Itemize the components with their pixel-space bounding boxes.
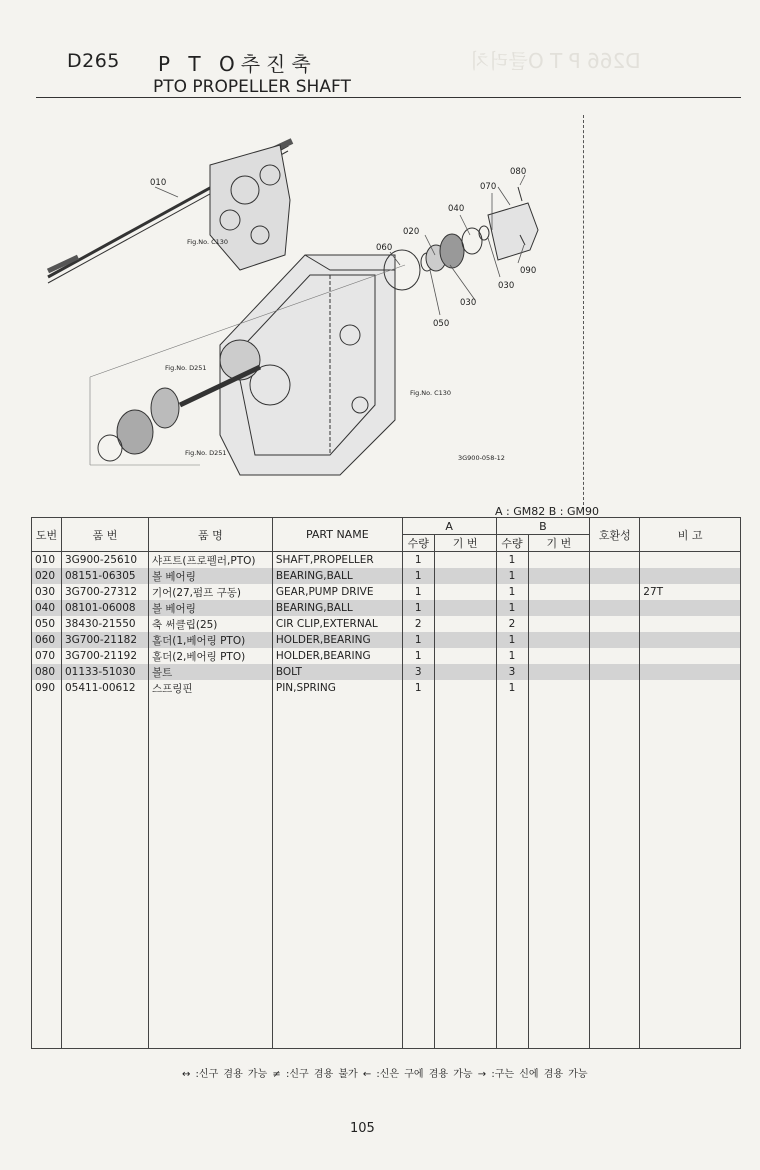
cell-part-name-ko: 홀더(1,베어링 PTO) [148, 632, 272, 648]
cover-plate-drawing [210, 145, 290, 270]
cell-part-no: 3G900-25610 [61, 552, 148, 569]
callout-label: 080 [510, 167, 527, 177]
cell-interchange [590, 648, 640, 664]
compatibility-footnote: ↔ :신구 겸용 가능 ≠ :신구 겸용 불가 ← :신은 구에 겸용 가능 → :구는 신에 겸용 가능 [182, 1069, 588, 1080]
cell-serial-a [434, 552, 496, 569]
cell-remarks [640, 616, 741, 632]
cell-qty-b: 1 [496, 552, 528, 569]
blank-cell [32, 696, 62, 1049]
cell-interchange [590, 632, 640, 648]
cell-interchange [590, 568, 640, 584]
cell-interchange [590, 680, 640, 696]
cell-qty-a: 1 [402, 632, 434, 648]
cell-serial-a [434, 584, 496, 600]
cell-part-name-ko: 샤프트(프로펠러,PTO) [148, 552, 272, 569]
cell-interchange [590, 552, 640, 569]
blank-cell [434, 696, 496, 1049]
cell-remarks [640, 552, 741, 569]
page-number: 105 [350, 1121, 375, 1136]
cell-part-name: PIN,SPRING [272, 680, 402, 696]
cell-part-no: 38430-21550 [61, 616, 148, 632]
cell-remarks [640, 568, 741, 584]
cell-qty-a: 1 [402, 568, 434, 584]
cell-part-no: 08151-06305 [61, 568, 148, 584]
cell-qty-b: 1 [496, 648, 528, 664]
bleed-through-text: D266 P T O클러치 [470, 49, 641, 73]
cell-no: 070 [32, 648, 62, 664]
header-interchange: 호환성 [590, 518, 640, 552]
cell-qty-a: 2 [402, 616, 434, 632]
cell-qty-a: 3 [402, 664, 434, 680]
exploded-parts-diagram [30, 105, 590, 500]
blank-cell [640, 696, 741, 1049]
cell-remarks [640, 680, 741, 696]
cell-qty-a: 1 [402, 600, 434, 616]
cell-qty-b: 3 [496, 664, 528, 680]
cell-part-name: CIR CLIP,EXTERNAL [272, 616, 402, 632]
table-row [32, 584, 741, 600]
callout-label: 040 [448, 204, 465, 214]
cell-remarks: 27T [640, 584, 741, 600]
cell-serial-a [434, 632, 496, 648]
page-title-english: PTO PROPELLER SHAFT [153, 77, 351, 97]
cell-part-name: BEARING,BALL [272, 600, 402, 616]
cell-serial-a [434, 616, 496, 632]
header-serial-b: 기 번 [528, 535, 590, 552]
header-part-no: 품 번 [61, 518, 148, 552]
cell-part-name-ko: 기어(27,펌프 구동) [148, 584, 272, 600]
header-qty-a: 수량 [402, 535, 434, 552]
cell-serial-b [528, 584, 590, 600]
blank-cell [148, 696, 272, 1049]
cell-remarks [640, 648, 741, 664]
header-serial-a: 기 번 [434, 535, 496, 552]
header-group-a: A [402, 518, 496, 535]
cell-serial-a [434, 568, 496, 584]
cell-part-no: 3G700-27312 [61, 584, 148, 600]
cell-interchange [590, 584, 640, 600]
figure-reference: Fig.No. D251 [185, 449, 227, 457]
cell-qty-b: 1 [496, 584, 528, 600]
blank-cell [528, 696, 590, 1049]
cell-part-no: 3G700-21182 [61, 632, 148, 648]
cell-part-name: BEARING,BALL [272, 568, 402, 584]
cell-no: 020 [32, 568, 62, 584]
callout-label: 060 [376, 243, 393, 253]
header-qty-b: 수량 [496, 535, 528, 552]
cell-part-name-ko: 볼 베어링 [148, 568, 272, 584]
table-row [32, 568, 741, 584]
cell-interchange [590, 600, 640, 616]
cell-part-no: 01133-51030 [61, 664, 148, 680]
cell-part-no: 05411-00612 [61, 680, 148, 696]
cell-interchange [590, 616, 640, 632]
figure-reference: Fig.No. C130 [187, 238, 229, 246]
cell-no: 030 [32, 584, 62, 600]
table-row [32, 632, 741, 648]
parts-table [31, 517, 741, 1049]
cell-qty-b: 1 [496, 600, 528, 616]
table-row [32, 552, 741, 569]
cell-serial-a [434, 664, 496, 680]
callout-label: 010 [150, 178, 167, 188]
cell-qty-a: 1 [402, 584, 434, 600]
cell-part-name-ko: 홀더(2,베어링 PTO) [148, 648, 272, 664]
cell-part-name: BOLT [272, 664, 402, 680]
cell-part-name-ko: 볼트 [148, 664, 272, 680]
blank-cell [590, 696, 640, 1049]
table-row [32, 600, 741, 616]
cell-qty-b: 2 [496, 616, 528, 632]
cell-no: 010 [32, 552, 62, 569]
figure-reference: Fig.No. D251 [165, 364, 207, 372]
cell-no: 050 [32, 616, 62, 632]
cell-part-name-ko: 축 써클립(25) [148, 616, 272, 632]
parts-table-body [32, 552, 741, 1049]
cell-qty-b: 1 [496, 632, 528, 648]
cell-serial-b [528, 552, 590, 569]
cell-no: 040 [32, 600, 62, 616]
cell-serial-a [434, 648, 496, 664]
cell-qty-a: 1 [402, 552, 434, 569]
cell-no: 060 [32, 632, 62, 648]
cell-interchange [590, 664, 640, 680]
blank-cell [272, 696, 402, 1049]
cell-part-name: HOLDER,BEARING [272, 648, 402, 664]
cell-part-name: SHAFT,PROPELLER [272, 552, 402, 569]
callout-label: 050 [433, 319, 450, 329]
callout-label: 030 [498, 281, 515, 291]
header-no: 도번 [32, 518, 62, 552]
header-remarks: 비 고 [640, 518, 741, 552]
blank-cell [402, 696, 434, 1049]
table-row [32, 616, 741, 632]
cell-part-name-ko: 스프링핀 [148, 680, 272, 696]
table-row [32, 648, 741, 664]
header-group-b: B [496, 518, 590, 535]
table-blank-area [32, 696, 741, 1049]
cell-remarks [640, 600, 741, 616]
cell-qty-a: 1 [402, 680, 434, 696]
callout-label: 070 [480, 182, 497, 192]
cell-serial-b [528, 568, 590, 584]
header-part-name: PART NAME [272, 518, 402, 552]
callout-label: 090 [520, 266, 537, 276]
header-rule [36, 97, 741, 98]
table-row [32, 680, 741, 696]
blank-cell [496, 696, 528, 1049]
header-part-name-ko: 품 명 [148, 518, 272, 552]
holder-assembly-drawing [384, 187, 538, 290]
cell-remarks [640, 632, 741, 648]
cell-part-no: 3G700-21192 [61, 648, 148, 664]
table-row [32, 664, 741, 680]
model-legend: A : GM82 B : GM90 [495, 505, 599, 518]
cell-serial-b [528, 680, 590, 696]
cell-serial-b [528, 664, 590, 680]
cell-part-name: HOLDER,BEARING [272, 632, 402, 648]
cell-no: 080 [32, 664, 62, 680]
cell-part-no: 08101-06008 [61, 600, 148, 616]
cell-remarks [640, 664, 741, 680]
section-code: D265 [67, 50, 120, 72]
cell-serial-a [434, 600, 496, 616]
cell-serial-a [434, 680, 496, 696]
callout-label: 020 [403, 227, 420, 237]
cell-serial-b [528, 648, 590, 664]
cell-qty-b: 1 [496, 680, 528, 696]
figure-reference: Fig.No. C130 [410, 389, 452, 397]
cell-qty-b: 1 [496, 568, 528, 584]
cell-serial-b [528, 616, 590, 632]
cell-part-name: GEAR,PUMP DRIVE [272, 584, 402, 600]
cell-serial-b [528, 600, 590, 616]
drawing-number: 3G900-058-12 [458, 454, 505, 462]
cell-no: 090 [32, 680, 62, 696]
blank-cell [61, 696, 148, 1049]
callout-label: 030 [460, 298, 477, 308]
cell-qty-a: 1 [402, 648, 434, 664]
cell-part-name-ko: 볼 베어링 [148, 600, 272, 616]
page-title-korean: P T O추진축 [158, 52, 317, 76]
cell-serial-b [528, 632, 590, 648]
